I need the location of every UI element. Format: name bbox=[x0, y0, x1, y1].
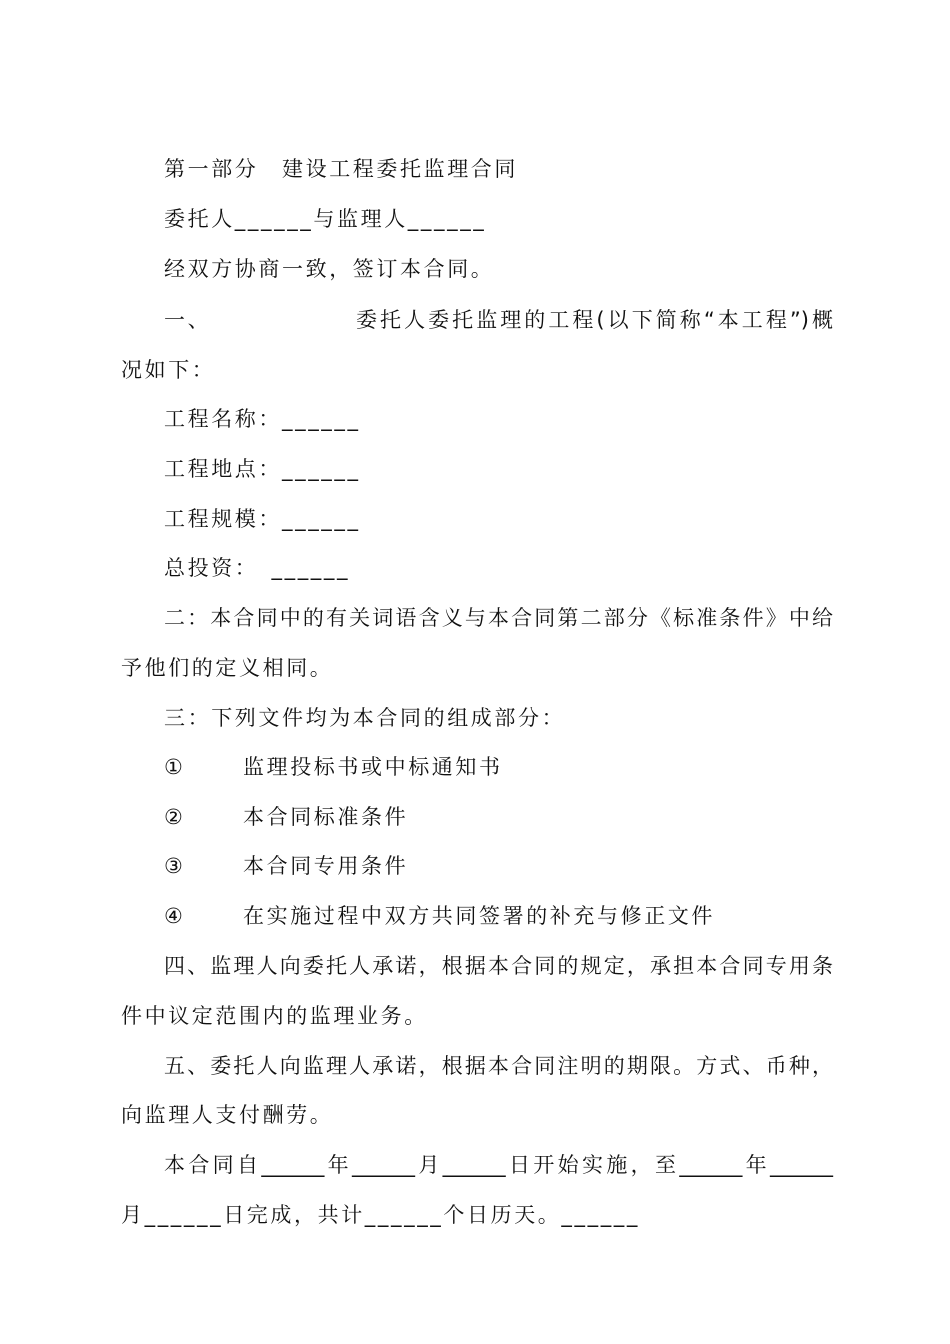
list-item-text: 在实施过程中双方共同签署的补充与修正文件 bbox=[243, 904, 715, 928]
clause-3: 三：下列文件均为本合同的组成部分： bbox=[164, 706, 566, 730]
term-line-2: 月______日完成，共计______个日历天。______ bbox=[121, 1203, 640, 1227]
clause-2-line-1: 二：本合同中的有关词语含义与本合同第二部分《标准条件》中给 bbox=[164, 606, 833, 630]
list-marker: ③ bbox=[164, 854, 183, 878]
clause-1-line-2: 况如下： bbox=[121, 358, 216, 382]
clause-2-line-2: 予他们的定义相同。 bbox=[121, 656, 334, 680]
clause-1-number: 一、 bbox=[164, 308, 212, 332]
parties-line: 委托人______与监理人______ bbox=[164, 207, 487, 231]
list-marker: ② bbox=[164, 805, 183, 829]
list-item-text: 本合同专用条件 bbox=[243, 854, 409, 878]
clause-5-line-1: 五、委托人向监理人承诺，根据本合同注明的期限。方式、币种， bbox=[164, 1054, 833, 1078]
list-item-text: 本合同标准条件 bbox=[243, 805, 409, 829]
list-marker: ① bbox=[164, 755, 183, 779]
term-line-1: 本合同自______年______月______日开始实施，至______年______ bbox=[164, 1153, 833, 1177]
project-location-field: 工程地点：______ bbox=[164, 457, 361, 481]
clause-4-line-2: 件中议定范围内的监理业务。 bbox=[121, 1004, 428, 1028]
list-marker: ④ bbox=[164, 904, 183, 928]
agreement-line: 经双方协商一致，签订本合同。 bbox=[164, 257, 495, 281]
clause-1-line-1: 委托人委托监理的工程(以下简称“本工程”)概 bbox=[356, 308, 833, 332]
clause-5-line-2: 向监理人支付酬劳。 bbox=[121, 1103, 334, 1127]
clause-4-line-1: 四、监理人向委托人承诺，根据本合同的规定，承担本合同专用条 bbox=[164, 954, 833, 978]
project-name-field: 工程名称：______ bbox=[164, 407, 361, 431]
list-item-text: 监理投标书或中标通知书 bbox=[243, 755, 503, 779]
part-title: 第一部分 建设工程委托监理合同 bbox=[164, 157, 518, 181]
total-investment-field: 总投资： ______ bbox=[164, 556, 351, 580]
project-scale-field: 工程规模：______ bbox=[164, 507, 361, 531]
